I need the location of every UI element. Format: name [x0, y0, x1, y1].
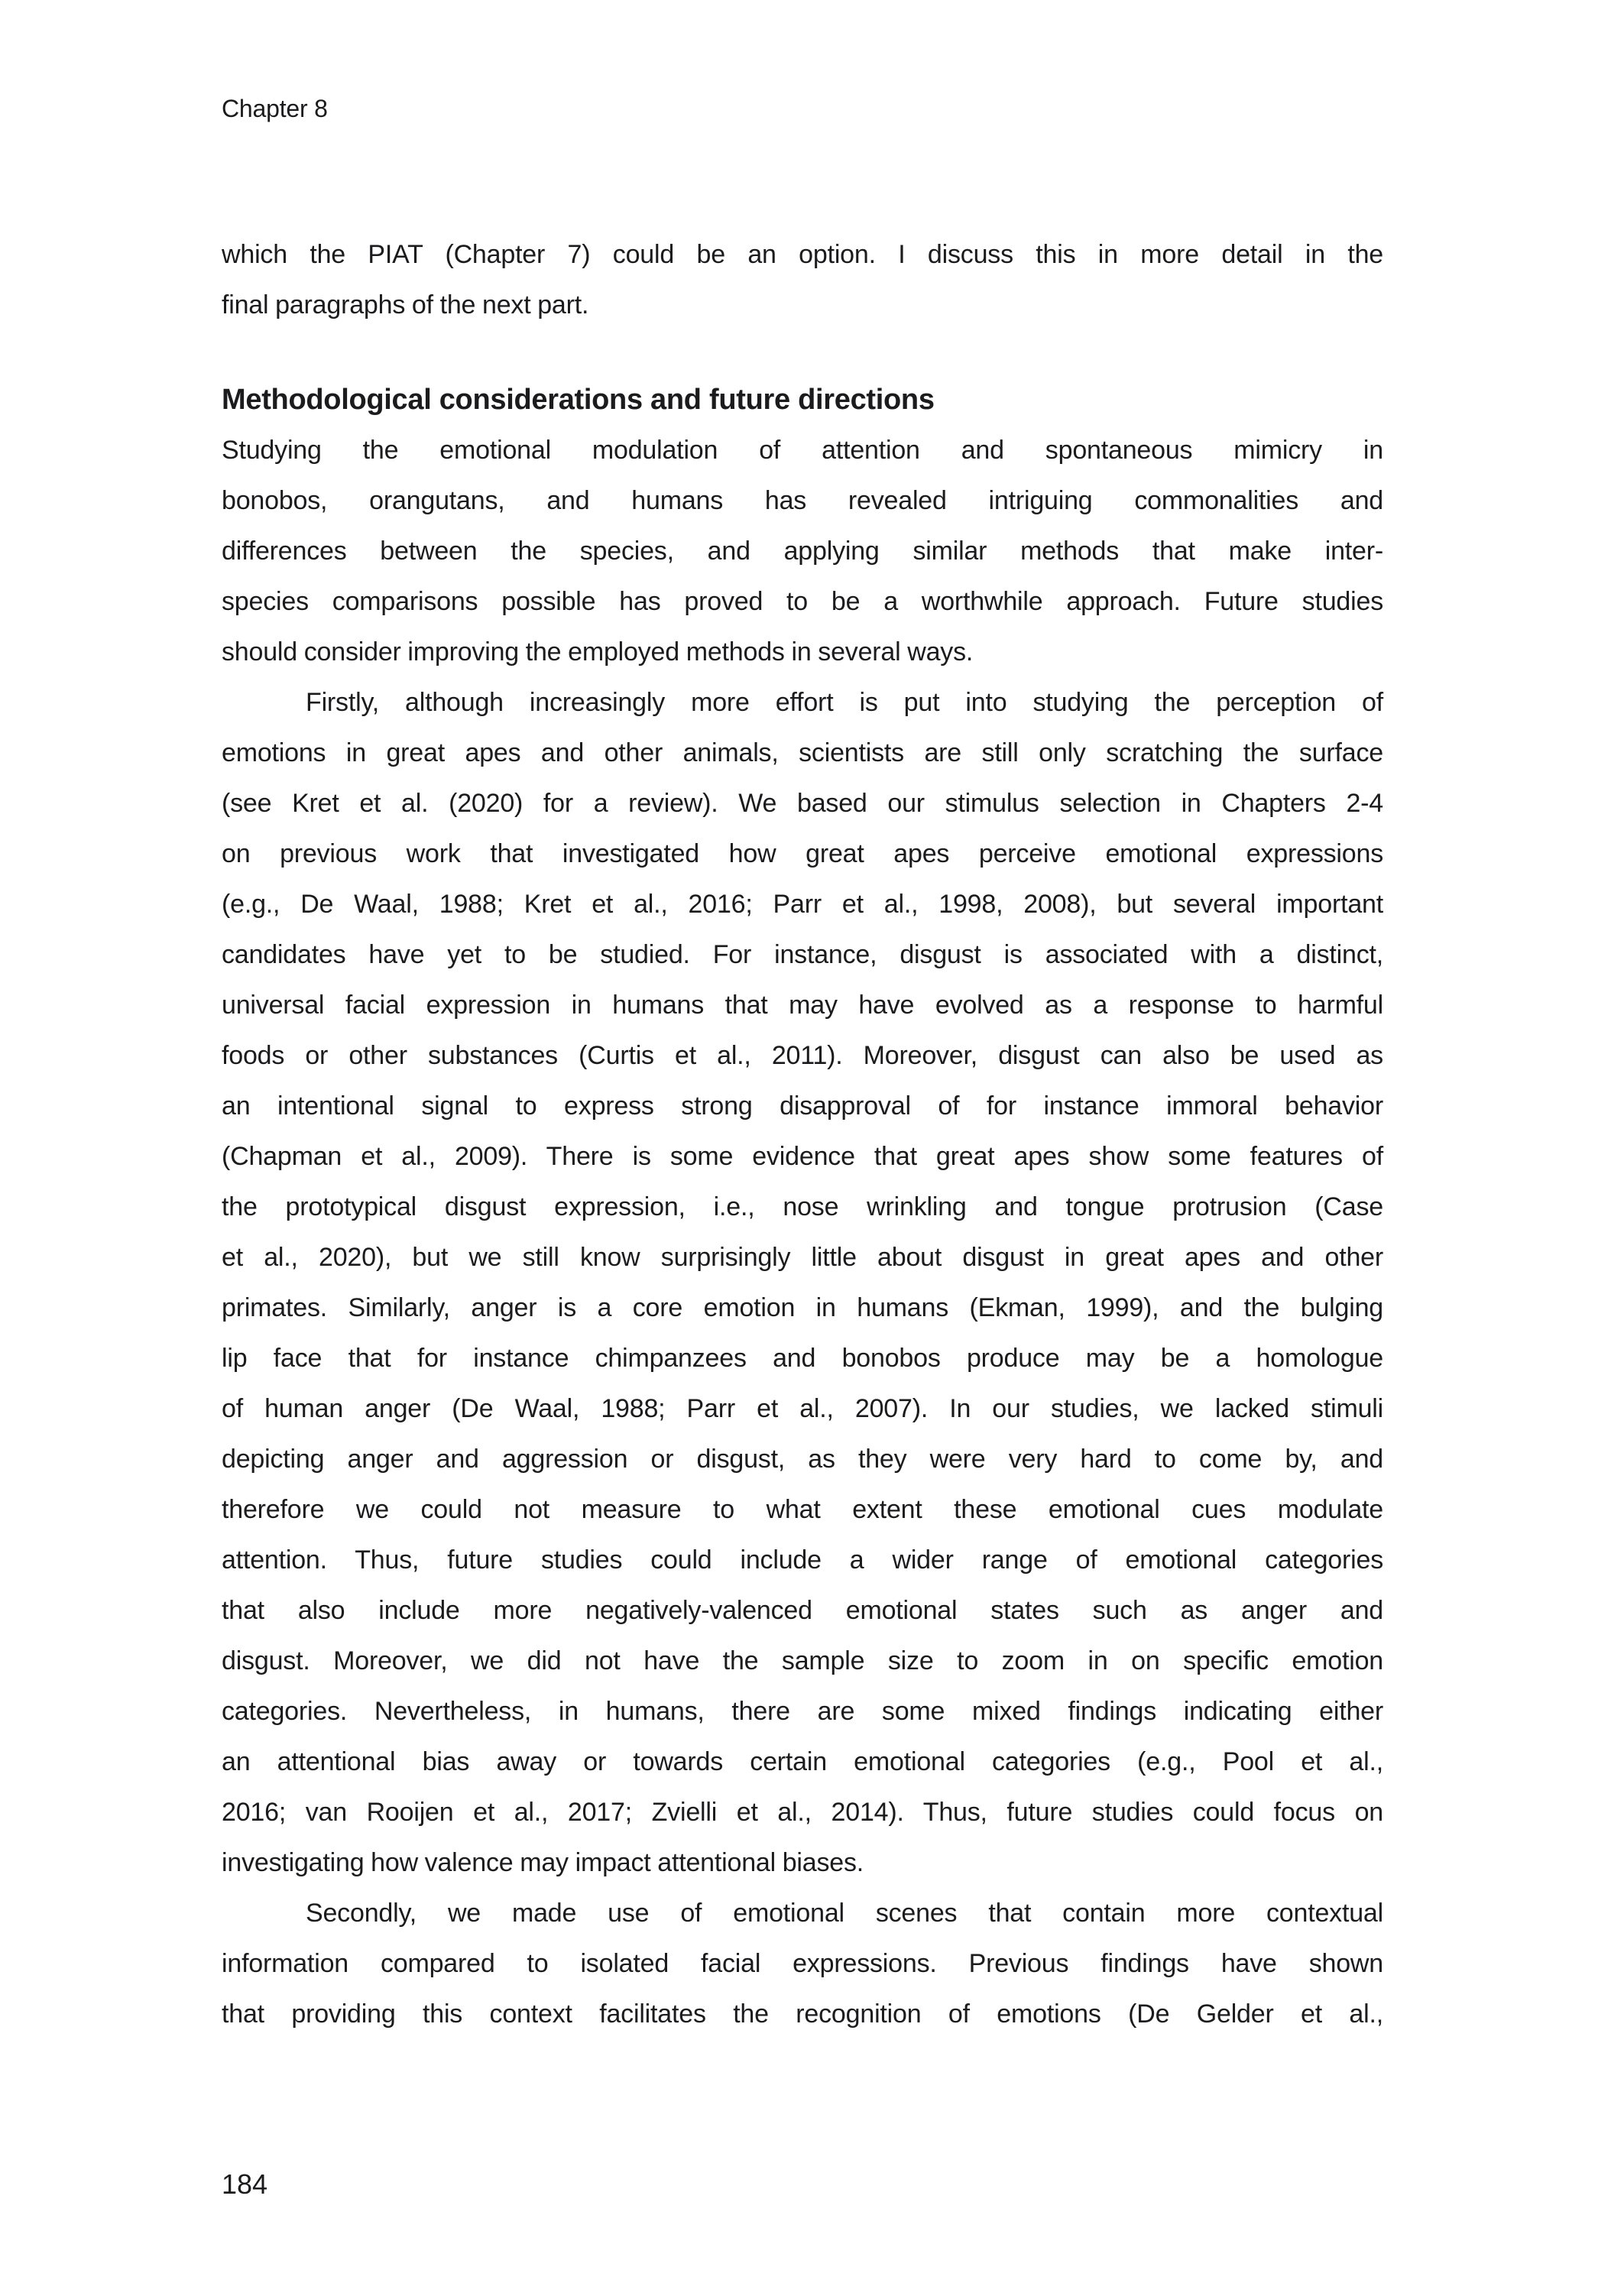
text-line: foods or other substances (Curtis et al., 2011). Moreover, disgust can also be used as	[222, 1041, 1383, 1070]
text-line: which the PIAT (Chapter 7) could be an option. I discuss this in more detail in the	[222, 240, 1383, 269]
text-line: investigating how valence may impact attentional biases.	[222, 1848, 864, 1877]
text-line: therefore we could not measure to what extent these emotional cues modulate	[222, 1495, 1383, 1524]
text-line: universal facial expression in humans that may have evolved as a response to harmful	[222, 991, 1383, 1020]
text-line: that also include more negatively-valenced emotional states such as anger and	[222, 1596, 1383, 1625]
body-paragraph	[222, 677, 1383, 1888]
text-line: final paragraphs of the next part.	[222, 290, 589, 319]
text-line: of human anger (De Waal, 1988; Parr et al., 2007). In our studies, we lacked stimuli	[222, 1394, 1383, 1423]
text-line: (Chapman et al., 2009). There is some evidence that great apes show some features of	[222, 1142, 1383, 1171]
text-line: an attentional bias away or towards certain emotional categories (e.g., Pool et al.,	[222, 1747, 1383, 1776]
text-line: Secondly, we made use of emotional scenes that contain more contextual	[306, 1899, 1383, 1928]
page-content	[222, 229, 1383, 2039]
text-line: 2016; van Rooijen et al., 2017; Zvielli et al., 2014). Thus, future studies could focus on	[222, 1798, 1383, 1827]
text-line: information compared to isolated facial expressions. Previous findings have shown	[222, 1949, 1383, 1978]
body-paragraph	[222, 229, 1383, 330]
text-line: an intentional signal to express strong disapproval of for instance immoral behavior	[222, 1091, 1383, 1121]
text-line: the prototypical disgust expression, i.e., nose wrinkling and tongue protrusion (Case	[222, 1192, 1383, 1221]
text-line: on previous work that investigated how great apes perceive emotional expressions	[222, 839, 1383, 868]
running-header-chapter: Chapter 8	[222, 95, 328, 122]
text-line: attention. Thus, future studies could include a wider range of emotional categories	[222, 1545, 1383, 1575]
text-line: emotions in great apes and other animals, scientists are still only scratching the surface	[222, 738, 1383, 767]
body-paragraph	[222, 425, 1383, 677]
text-line: bonobos, orangutans, and humans has revealed intriguing commonalities and	[222, 486, 1383, 515]
text-line: differences between the species, and applying similar methods that make inter-	[222, 537, 1383, 566]
text-line: (e.g., De Waal, 1988; Kret et al., 2016; Parr et al., 1998, 2008), but several important	[222, 890, 1383, 919]
body-paragraph	[222, 1888, 1383, 2039]
text-line: disgust. Moreover, we did not have the sample size to zoom in on specific emotion	[222, 1646, 1383, 1675]
text-line: categories. Nevertheless, in humans, there are some mixed findings indicating either	[222, 1697, 1383, 1726]
section-heading: Methodological considerations and future directions	[222, 384, 935, 416]
text-line: depicting anger and aggression or disgust, as they were very hard to come by, and	[222, 1445, 1383, 1474]
text-line: should consider improving the employed methods in several ways.	[222, 637, 974, 666]
text-line: that providing this context facilitates the recognition of emotions (De Gelder et al.,	[222, 1999, 1383, 2029]
page-number: 184	[222, 2168, 268, 2200]
text-line: Firstly, although increasingly more effort is put into studying the perception of	[306, 688, 1383, 717]
text-line: et al., 2020), but we still know surprisingly little about disgust in great apes and other	[222, 1243, 1383, 1272]
text-line: (see Kret et al. (2020) for a review). We based our stimulus selection in Chapters 2-4	[222, 789, 1383, 818]
text-line: primates. Similarly, anger is a core emotion in humans (Ekman, 1999), and the bulging	[222, 1293, 1383, 1322]
text-line: candidates have yet to be studied. For instance, disgust is associated with a distinct,	[222, 940, 1383, 969]
text-line: lip face that for instance chimpanzees and bonobos produce may be a homologue	[222, 1344, 1383, 1373]
text-line: species comparisons possible has proved to be a worthwhile approach. Future studies	[222, 587, 1383, 616]
text-line: Studying the emotional modulation of attention and spontaneous mimicry in	[222, 436, 1383, 465]
